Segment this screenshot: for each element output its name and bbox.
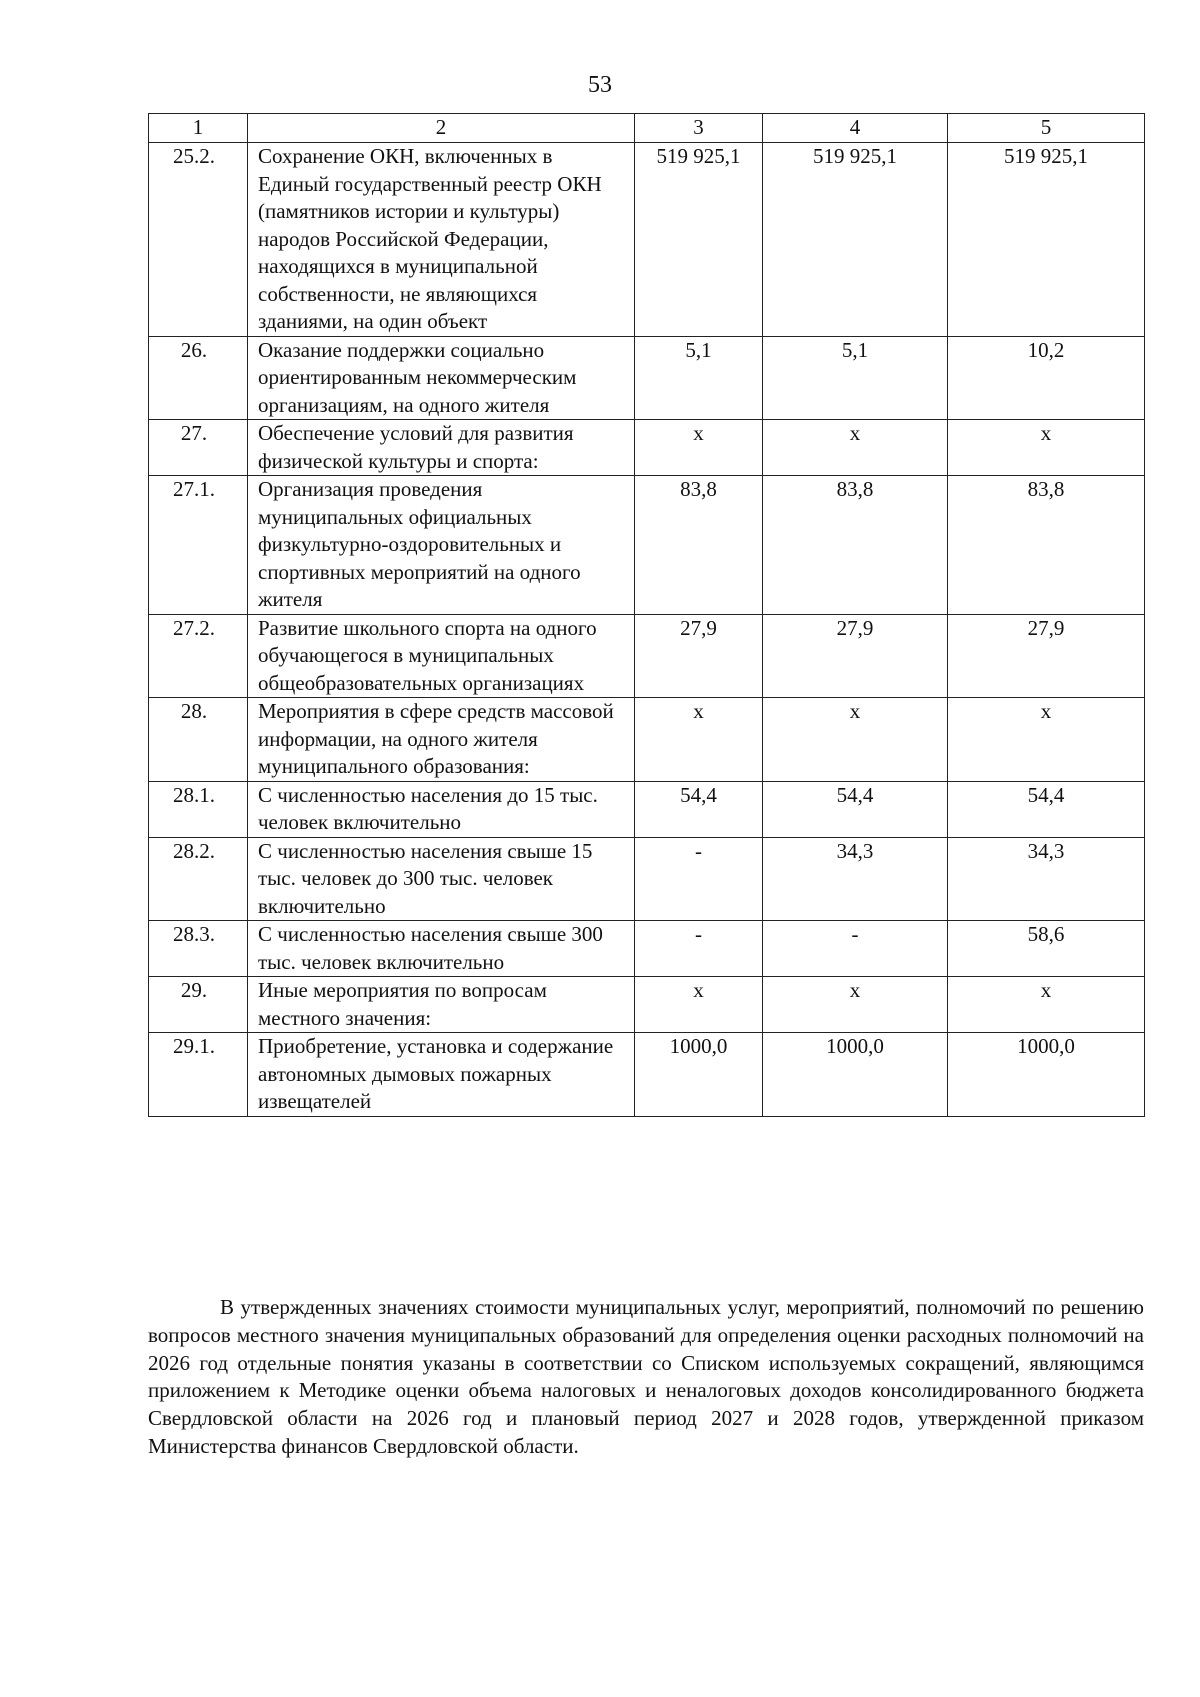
table-header-row <box>149 114 1145 143</box>
header-cell-3: 3 <box>635 114 763 143</box>
row-name-cell: Оказание поддержки социально ориентированным некоммерческим организациям, на одного жителя <box>248 336 635 420</box>
value-cell-5: 83,8 <box>948 476 1145 615</box>
expenditure-table <box>148 113 1145 1117</box>
value-cell-5: 54,4 <box>948 781 1145 837</box>
row-name-cell: Развитие школьного спорта на одного обучающегося в муниципальных общеобразовательных организациях <box>248 614 635 698</box>
value-cell-4: х <box>763 977 948 1033</box>
table-row <box>149 1033 1145 1117</box>
value-cell-3: х <box>635 977 763 1033</box>
value-cell-5: 58,6 <box>948 921 1145 977</box>
value-cell-4: - <box>763 921 948 977</box>
table-row <box>149 921 1145 977</box>
table-row <box>149 977 1145 1033</box>
row-number-cell: 28.3. <box>149 921 248 977</box>
value-cell-4: 34,3 <box>763 837 948 921</box>
row-number-cell: 29.1. <box>149 1033 248 1117</box>
value-cell-3: - <box>635 837 763 921</box>
value-cell-3: 5,1 <box>635 336 763 420</box>
value-cell-4: 519 925,1 <box>763 143 948 337</box>
value-cell-5: х <box>948 698 1145 782</box>
table-row <box>149 614 1145 698</box>
row-name-cell: С численностью населения до 15 тыс. человек включительно <box>248 781 635 837</box>
table-row <box>149 143 1145 337</box>
row-name-cell: Иные мероприятия по вопросам местного значения: <box>248 977 635 1033</box>
row-name-cell: Приобретение, установка и содержание автономных дымовых пожарных извещателей <box>248 1033 635 1117</box>
row-number-cell: 27.2. <box>149 614 248 698</box>
header-cell-1: 1 <box>149 114 248 143</box>
value-cell-4: 54,4 <box>763 781 948 837</box>
row-number-cell: 28.1. <box>149 781 248 837</box>
value-cell-5: 1000,0 <box>948 1033 1145 1117</box>
row-name-cell: С численностью населения свыше 15 тыс. человек до 300 тыс. человек включительно <box>248 837 635 921</box>
value-cell-4: х <box>763 420 948 476</box>
row-number-cell: 27.1. <box>149 476 248 615</box>
table-row <box>149 336 1145 420</box>
table-row <box>149 837 1145 921</box>
table-row <box>149 476 1145 615</box>
header-cell-5: 5 <box>948 114 1145 143</box>
value-cell-4: 1000,0 <box>763 1033 948 1117</box>
page-number: 53 <box>588 72 612 98</box>
row-name-cell: С численностью населения свыше 300 тыс. человек включительно <box>248 921 635 977</box>
value-cell-3: 27,9 <box>635 614 763 698</box>
row-name-cell: Сохранение ОКН, включенных в Единый государственный реестр ОКН (памятников истории и культуры) народов Российской Федерации, находящихся в муниципальной собственности, не являющихся зданиями, на один объект <box>248 143 635 337</box>
value-cell-3: - <box>635 921 763 977</box>
row-name-cell: Организация проведения муниципальных официальных физкультурно-оздоровительных и спортивных мероприятий на одного жителя <box>248 476 635 615</box>
value-cell-5: 34,3 <box>948 837 1145 921</box>
row-number-cell: 25.2. <box>149 143 248 337</box>
value-cell-4: 27,9 <box>763 614 948 698</box>
table-row <box>149 698 1145 782</box>
row-number-cell: 28.2. <box>149 837 248 921</box>
value-cell-5: х <box>948 977 1145 1033</box>
value-cell-5: 519 925,1 <box>948 143 1145 337</box>
value-cell-5: 27,9 <box>948 614 1145 698</box>
value-cell-3: 519 925,1 <box>635 143 763 337</box>
value-cell-4: х <box>763 698 948 782</box>
value-cell-3: 1000,0 <box>635 1033 763 1117</box>
row-name-cell: Обеспечение условий для развития физической культуры и спорта: <box>248 420 635 476</box>
header-cell-2: 2 <box>248 114 635 143</box>
table-row <box>149 420 1145 476</box>
value-cell-5: 10,2 <box>948 336 1145 420</box>
row-number-cell: 27. <box>149 420 248 476</box>
row-number-cell: 26. <box>149 336 248 420</box>
value-cell-4: 83,8 <box>763 476 948 615</box>
row-name-cell: Мероприятия в сфере средств массовой информации, на одного жителя муниципального образования: <box>248 698 635 782</box>
value-cell-3: х <box>635 698 763 782</box>
value-cell-3: 83,8 <box>635 476 763 615</box>
value-cell-5: х <box>948 420 1145 476</box>
header-cell-4: 4 <box>763 114 948 143</box>
row-number-cell: 29. <box>149 977 248 1033</box>
explanatory-paragraph: В утвержденных значениях стоимости муниципальных услуг, мероприятий, полномочий по решению вопросов местного значения муниципальных образований для определения оценки расходных полномочий на 2026 год отдельные понятия указаны в соответствии со Списком используемых сокращений, являющимся приложением к Методике оценки объема налоговых и неналоговых доходов консолидированного бюджета Свердловской области на 2026 год и плановый период 2027 и 2028 годов, утвержденной приказом Министерства финансов Свердловской области. <box>148 1295 1144 1458</box>
row-number-cell: 28. <box>149 698 248 782</box>
value-cell-4: 5,1 <box>763 336 948 420</box>
table-row <box>149 781 1145 837</box>
value-cell-3: х <box>635 420 763 476</box>
value-cell-3: 54,4 <box>635 781 763 837</box>
